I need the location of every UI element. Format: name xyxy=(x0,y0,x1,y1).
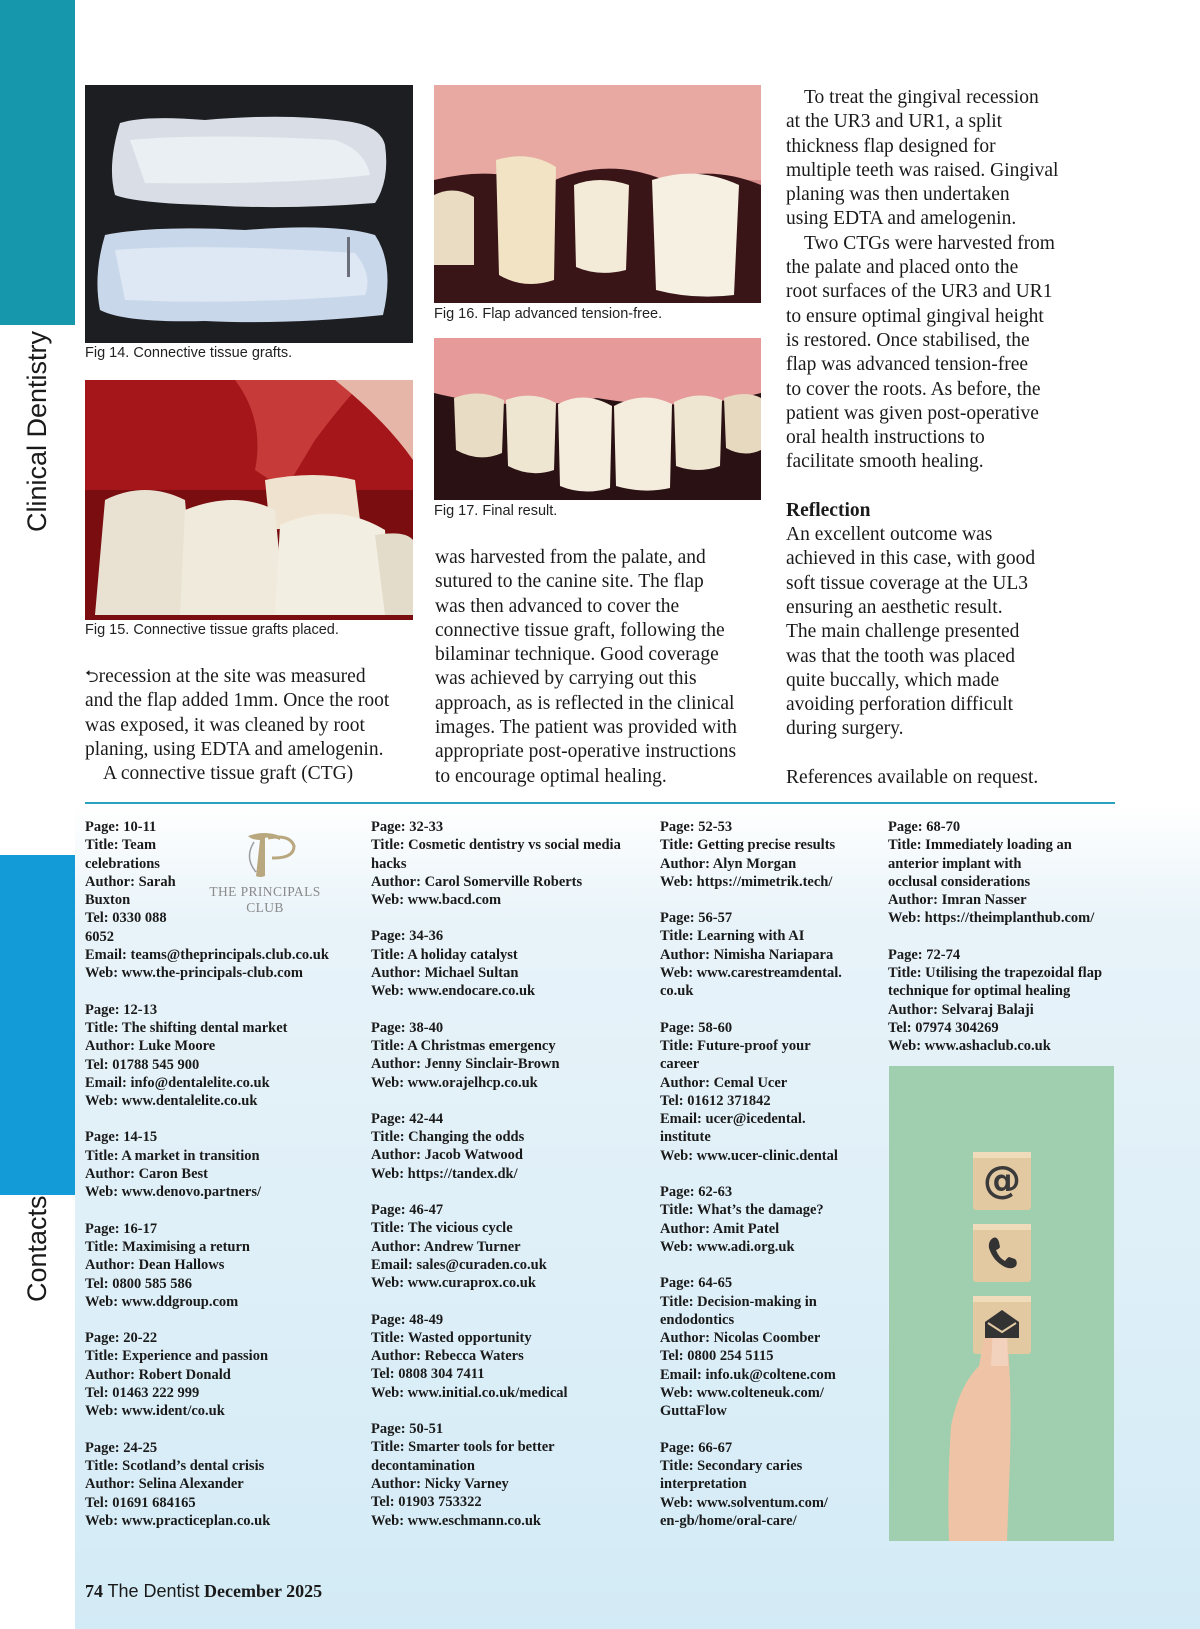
article-col1-line: and the flap added 1mm. Once the root xyxy=(85,690,390,712)
article-col3-line: planing was then undertaken xyxy=(786,184,1010,206)
contact-line[interactable]: Email: ucer@icedental. xyxy=(660,1111,806,1128)
contact-entry xyxy=(660,818,875,891)
contact-line: Title: Decision-making in xyxy=(660,1293,817,1310)
article-col3-line: An excellent outcome was xyxy=(786,524,993,546)
contact-line: Page: 38-40 xyxy=(371,1019,444,1036)
contact-line: Author: Sarah xyxy=(85,873,176,890)
contact-line: Tel: 01691 684165 xyxy=(85,1494,196,1511)
contact-entry xyxy=(660,1274,875,1420)
magazine-name: The Dentist xyxy=(107,1581,200,1601)
contact-line: Tel: 01612 371842 xyxy=(660,1092,771,1109)
contact-line[interactable]: Web: www.dentalelite.co.uk xyxy=(85,1093,258,1110)
sidebar-accent-top xyxy=(0,0,75,325)
contact-line: Page: 10-11 xyxy=(85,819,157,835)
contact-line: anterior implant with xyxy=(888,855,1022,872)
contact-line[interactable]: Web: www.carestreamdental. xyxy=(660,965,842,982)
contact-line: Title: Smarter tools for better xyxy=(371,1439,555,1456)
contact-line[interactable]: Web: www.curaprox.co.uk xyxy=(371,1275,536,1292)
contact-line: Title: Getting precise results xyxy=(660,837,836,854)
contact-line: Title: What’s the damage? xyxy=(660,1202,824,1219)
envelope-icon xyxy=(983,1308,1021,1342)
contact-entry xyxy=(660,1183,875,1256)
contact-entry xyxy=(371,818,651,909)
contact-line: Page: 24-25 xyxy=(85,1439,158,1456)
article-col3-line: during surgery. xyxy=(786,718,904,740)
contact-line: Author: Dean Hallows xyxy=(85,1257,225,1274)
contact-line: Page: 66-67 xyxy=(660,1439,733,1456)
contact-line[interactable]: Email: teams@theprincipals.club.co.uk xyxy=(85,947,329,964)
contact-line: Title: Scotland’s dental crisis xyxy=(85,1457,265,1474)
contact-line: celebrations xyxy=(85,855,160,872)
contact-entry xyxy=(85,1128,385,1201)
contact-line: Page: 16-17 xyxy=(85,1220,158,1237)
article-col3-line: Two CTGs were harvested from xyxy=(804,232,1055,254)
contact-line[interactable]: Web: www.ddgroup.com xyxy=(85,1293,239,1310)
contact-line: Buxton xyxy=(85,892,131,909)
contact-blocks-photo xyxy=(889,1066,1114,1541)
article-col2-line: was harvested from the palate, and xyxy=(435,547,706,568)
contact-entry xyxy=(85,1220,385,1311)
contact-entry xyxy=(85,1439,385,1530)
figure-16-caption: Fig 16. Flap advanced tension-free. xyxy=(434,306,663,322)
contact-line[interactable]: Email: sales@curaden.co.uk xyxy=(371,1256,547,1273)
article-col2-line: was then advanced to cover the xyxy=(435,595,680,617)
figure-17-caption: Fig 17. Final result. xyxy=(434,503,558,519)
contact-line: Title: A Christmas emergency xyxy=(371,1037,556,1054)
article-col3-line: is restored. Once stabilised, the xyxy=(786,329,1030,351)
contact-line[interactable]: Email: info@dentalelite.co.uk xyxy=(85,1074,270,1091)
article-col1-line: planing, using EDTA and amelogenin. xyxy=(85,738,384,760)
contact-entry xyxy=(888,818,1118,928)
contact-line: Author: Selina Alexander xyxy=(85,1476,244,1493)
contacts-column-3 xyxy=(660,818,875,1548)
contact-line: Page: 72-74 xyxy=(888,946,961,963)
contact-line: Page: 12-13 xyxy=(85,1001,158,1018)
contact-line[interactable]: Web: www.endocare.co.uk xyxy=(371,983,536,1000)
contact-line: Title: Secondary caries xyxy=(660,1457,803,1474)
article-col2-line: images. The patient was provided with xyxy=(435,717,737,739)
contact-line: Title: A market in transition xyxy=(85,1147,260,1164)
references-note: References available on request. xyxy=(786,766,1039,788)
contact-line: Tel: 01463 222 999 xyxy=(85,1385,200,1402)
contact-line: Author: Caron Best xyxy=(85,1166,208,1183)
contact-line[interactable]: Web: www.ucer-clinic.dental xyxy=(660,1147,838,1164)
article-col2-line: sutured to the canine site. The flap xyxy=(435,571,704,593)
page-footer xyxy=(85,1581,322,1602)
contact-line: Page: 32-33 xyxy=(371,819,444,835)
contact-line: Author: Nicky Varney xyxy=(371,1475,509,1492)
contact-line: Title: A holiday catalyst xyxy=(371,946,518,963)
contact-line[interactable]: Web: www.denovo.partners/ xyxy=(85,1184,262,1201)
contact-line[interactable]: en-gb/home/oral-care/ xyxy=(660,1512,797,1529)
contact-line: Tel: 0808 304 7411 xyxy=(371,1366,485,1383)
article-col3-line: avoiding perforation difficult xyxy=(786,694,1014,716)
figure-14-caption: Fig 14. Connective tissue grafts. xyxy=(85,345,293,361)
contact-line[interactable]: Web: www.ashaclub.co.uk xyxy=(888,1038,1051,1055)
contact-line[interactable]: Web: www.colteneuk.com/ xyxy=(660,1385,824,1402)
contact-line: Page: 20-22 xyxy=(85,1330,158,1347)
figure-17-image xyxy=(434,338,761,500)
at-sign-icon: @ xyxy=(983,1158,1021,1202)
page-number: 74 xyxy=(85,1581,103,1601)
sidebar-accent-bottom xyxy=(0,855,75,1195)
article-col2-line: was achieved by carrying out this xyxy=(435,668,697,690)
article-col1-line: was exposed, it was cleaned by root xyxy=(85,714,365,736)
contact-line: career xyxy=(660,1056,700,1073)
contact-line: Author: Michael Sultan xyxy=(371,965,519,982)
article-col3-line: achieved in this case, with good xyxy=(786,548,1036,570)
article-column-1 xyxy=(85,665,415,786)
contact-entry xyxy=(85,1329,385,1420)
article-col3-line: soft tissue coverage at the UL3 xyxy=(786,572,1029,594)
contact-line: Page: 42-44 xyxy=(371,1110,444,1127)
end-mark-icon: ⮌ xyxy=(85,667,99,687)
contact-line: Title: Changing the odds xyxy=(371,1129,525,1146)
article-col1-line: ⮌recession at the site was measured xyxy=(85,666,366,687)
article-col3-line: the palate and placed onto the xyxy=(786,257,1019,279)
contact-line: Title: Immediately loading an xyxy=(888,837,1072,854)
contact-line[interactable]: Web: www.solventum.com/ xyxy=(660,1494,828,1511)
contact-entry xyxy=(660,1019,875,1165)
article-col1-line: A connective tissue graft (CTG) xyxy=(103,763,354,785)
contact-line: Title: Experience and passion xyxy=(85,1348,269,1365)
article-col2-line: connective tissue graft, following the xyxy=(435,619,725,641)
reflection-heading: Reflection xyxy=(786,499,871,521)
contact-line: Title: Maximising a return xyxy=(85,1238,250,1255)
contact-line: Page: 50-51 xyxy=(371,1421,444,1438)
contact-line: Author: Jenny Sinclair-Brown xyxy=(371,1056,560,1073)
contact-line: Tel: 01788 545 900 xyxy=(85,1056,200,1073)
contact-line: 6052 xyxy=(85,928,114,945)
contact-line[interactable]: Web: www.bacd.com xyxy=(371,892,502,909)
contact-line: Title: Learning with AI xyxy=(660,928,805,945)
contact-line: Tel: 0800 254 5115 xyxy=(660,1348,774,1365)
contact-entry xyxy=(888,946,1118,1056)
figure-15-image xyxy=(85,380,413,620)
contact-line: Tel: 01903 753322 xyxy=(371,1494,482,1511)
contact-line[interactable]: Web: https://theimplanthub.com/ xyxy=(888,910,1095,927)
contact-line: Author: Nicolas Coomber xyxy=(660,1330,821,1347)
contact-line[interactable]: Web: www.practiceplan.co.uk xyxy=(85,1512,271,1529)
contact-line: Page: 52-53 xyxy=(660,819,733,835)
logo-wordmark: THE PRINCIPALS CLUB xyxy=(209,884,321,915)
contact-line: hacks xyxy=(371,855,407,872)
article-col3-line: to ensure optimal gingival height xyxy=(786,305,1044,327)
contact-line: Page: 14-15 xyxy=(85,1129,158,1146)
contact-entry xyxy=(85,1001,385,1111)
article-col2-line: to encourage optimal healing. xyxy=(435,765,667,787)
article-col3-line: using EDTA and amelogenin. xyxy=(786,208,1017,230)
article-col2-line: bilaminar technique. Good coverage xyxy=(435,644,719,666)
contact-line[interactable]: co.uk xyxy=(660,983,694,1000)
contact-entry xyxy=(371,927,651,1000)
contact-line: Title: Future-proof your xyxy=(660,1037,811,1054)
contact-line: Author: Jacob Watwood xyxy=(371,1147,523,1164)
contact-line: Author: Carol Somerville Roberts xyxy=(371,873,583,890)
article-col3-line: facilitate smooth healing. xyxy=(786,451,984,473)
contact-line[interactable]: Web: www.initial.co.uk/medical xyxy=(371,1384,568,1401)
contacts-column-4 xyxy=(888,818,1118,1074)
contact-line: Tel: 0330 088 xyxy=(85,910,167,927)
article-col3-line: To treat the gingival recession xyxy=(804,87,1039,108)
article-col3-line: multiple teeth was raised. Gingival xyxy=(786,159,1059,181)
article-col3-line: quite buccally, which made xyxy=(786,669,1000,691)
article-column-2 xyxy=(435,546,765,789)
contact-entry xyxy=(371,1311,651,1402)
contact-line: Title: Cosmetic dentistry vs social media xyxy=(371,837,621,854)
article-col3-line: ensuring an aesthetic result. xyxy=(786,596,1003,618)
article-col3-line: patient was given post-operative xyxy=(786,402,1039,424)
contact-entry xyxy=(371,1420,651,1530)
article-col3-line: oral health instructions to xyxy=(786,427,985,449)
article-col3-line: was that the tooth was placed xyxy=(786,645,1016,667)
contact-line: Page: 68-70 xyxy=(888,819,961,835)
contact-line: Author: Amit Patel xyxy=(660,1220,780,1237)
contact-line: Tel: 07974 304269 xyxy=(888,1019,999,1036)
section-label-contacts: Contacts xyxy=(22,1195,52,1302)
contact-line: Tel: 0800 585 586 xyxy=(85,1275,193,1292)
article-col3-line: at the UR3 and UR1, a split xyxy=(786,111,1003,133)
contact-line[interactable]: Web: www.the-principals-club.com xyxy=(85,965,303,982)
contact-line: Author: Nimisha Nariapara xyxy=(660,946,834,963)
contact-line: Author: Alyn Morgan xyxy=(660,855,797,872)
article-col3-line: to cover the roots. As before, the xyxy=(786,378,1041,400)
figure-14-image xyxy=(85,85,413,343)
contact-line: Title: Wasted opportunity xyxy=(371,1329,532,1346)
contact-line[interactable]: GuttaFlow xyxy=(660,1403,727,1420)
article-col2-line: approach, as is reflected in the clinical xyxy=(435,692,735,714)
contact-line: technique for optimal healing xyxy=(888,983,1071,1000)
contact-line[interactable]: Web: https://mimetrik.tech/ xyxy=(660,873,833,890)
contact-line[interactable]: Web: https://tandex.dk/ xyxy=(371,1165,518,1182)
contact-entry xyxy=(371,1201,651,1292)
contacts-column-1 xyxy=(85,818,385,1548)
contact-line[interactable]: Web: www.orajelhcp.co.uk xyxy=(371,1074,538,1091)
article-col3-line: thickness flap designed for xyxy=(786,135,996,157)
contact-line[interactable]: Web: www.eschmann.co.uk xyxy=(371,1512,541,1529)
contact-line[interactable]: Email: info.uk@coltene.com xyxy=(660,1366,836,1383)
contact-line: endodontics xyxy=(660,1311,735,1328)
contacts-column-2 xyxy=(371,818,651,1548)
contact-entry xyxy=(371,1019,651,1092)
contact-line: Page: 46-47 xyxy=(371,1202,444,1219)
contact-line: Page: 64-65 xyxy=(660,1275,733,1292)
contact-entry xyxy=(660,909,875,1000)
contact-line: Author: Cemal Ucer xyxy=(660,1074,788,1091)
section-label-clinical: Clinical Dentistry xyxy=(22,330,52,532)
contact-line: Author: Rebecca Waters xyxy=(371,1348,524,1365)
contact-line: Title: Utilising the trapezoidal flap xyxy=(888,965,1103,982)
contact-line: Page: 34-36 xyxy=(371,928,444,945)
contact-line: Title: The shifting dental market xyxy=(85,1019,288,1036)
article-col3-line: The main challenge presented xyxy=(786,621,1020,643)
contact-line: Author: Selvaraj Balaji xyxy=(888,1001,1034,1018)
article-col3-line: root surfaces of the UR3 and UR1 xyxy=(786,281,1053,303)
contact-line: decontamination xyxy=(371,1457,475,1474)
contact-line[interactable]: Web: www.adi.org.uk xyxy=(660,1238,795,1255)
contact-line: Page: 56-57 xyxy=(660,910,733,927)
contact-line: Page: 48-49 xyxy=(371,1311,444,1328)
contact-line: Author: Imran Nasser xyxy=(888,892,1027,909)
contact-line: occlusal considerations xyxy=(888,873,1031,890)
contact-line: Title: The vicious cycle xyxy=(371,1220,513,1237)
contact-entry xyxy=(660,1439,875,1530)
figure-15-caption: Fig 15. Connective tissue grafts placed. xyxy=(85,622,339,638)
contact-line: Page: 58-60 xyxy=(660,1019,733,1036)
article-col2-line: appropriate post-operative instructions xyxy=(435,741,737,763)
article-column-3 xyxy=(786,86,1116,790)
section-divider xyxy=(85,802,1115,804)
contact-line[interactable]: institute xyxy=(660,1129,711,1146)
contact-line: Author: Andrew Turner xyxy=(371,1238,521,1255)
phone-icon xyxy=(985,1234,1021,1270)
article-col3-line: flap was advanced tension-free xyxy=(786,354,1029,376)
contact-line[interactable]: Web: www.ident/co.uk xyxy=(85,1403,225,1420)
figure-16-image xyxy=(434,85,761,303)
contact-line: Title: Team xyxy=(85,837,157,854)
contact-line: Author: Robert Donald xyxy=(85,1366,231,1383)
contact-line: Author: Luke Moore xyxy=(85,1038,216,1055)
contact-line: interpretation xyxy=(660,1476,747,1493)
issue-date: December 2025 xyxy=(204,1581,323,1601)
contact-line: Page: 62-63 xyxy=(660,1184,733,1201)
contact-entry xyxy=(371,1110,651,1183)
contact-entry xyxy=(85,818,385,983)
